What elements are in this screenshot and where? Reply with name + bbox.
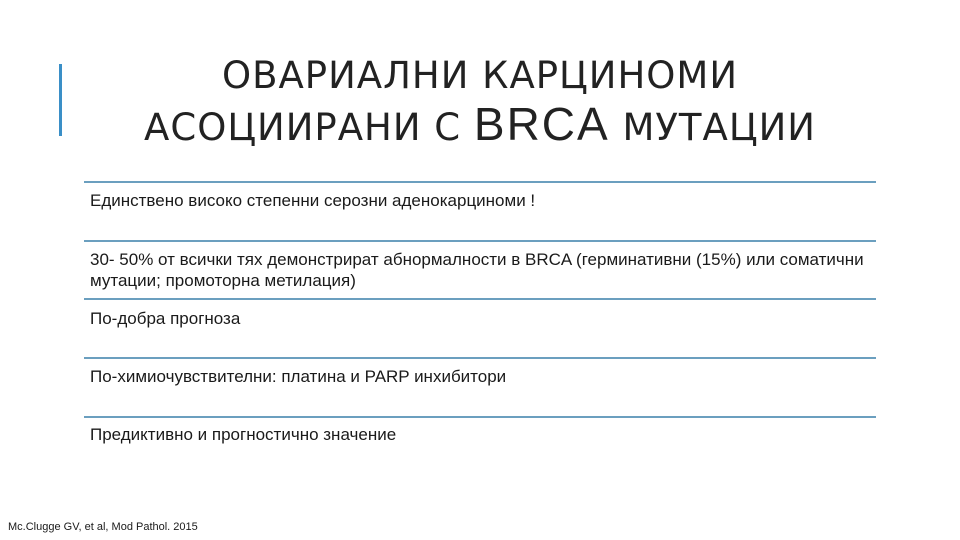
title-line-2-part-1: АСОЦИИРАНИ С [144, 106, 474, 149]
slide-title [90, 52, 870, 152]
citation: Mc.Clugge GV, et al, Mod Pathol. 2015 [8, 521, 198, 533]
bullet-item: Предиктивно и прогностично значение [84, 416, 876, 476]
bullet-item: 30- 50% от всички тях демонстрират абнормалности в BRCA (герминативни (15%) или соматични мутации; промоторна метилация) [84, 240, 876, 298]
bullet-list [84, 181, 876, 476]
title-line-1: ОВАРИАЛНИ КАРЦИНОМИ [221, 54, 739, 97]
title-accent-bar [59, 64, 62, 136]
bullet-item: По-химиочувствителни: платина и PARP инхибитори [84, 357, 876, 416]
title-line-2-part-3: МУТАЦИИ [609, 106, 816, 149]
title-line-2 [90, 100, 870, 152]
bullet-item: По-добра прогноза [84, 298, 876, 357]
title-brca: BRCA [473, 98, 610, 150]
bullet-item: Единствено високо степенни серозни аденокарциноми ! [84, 181, 876, 240]
